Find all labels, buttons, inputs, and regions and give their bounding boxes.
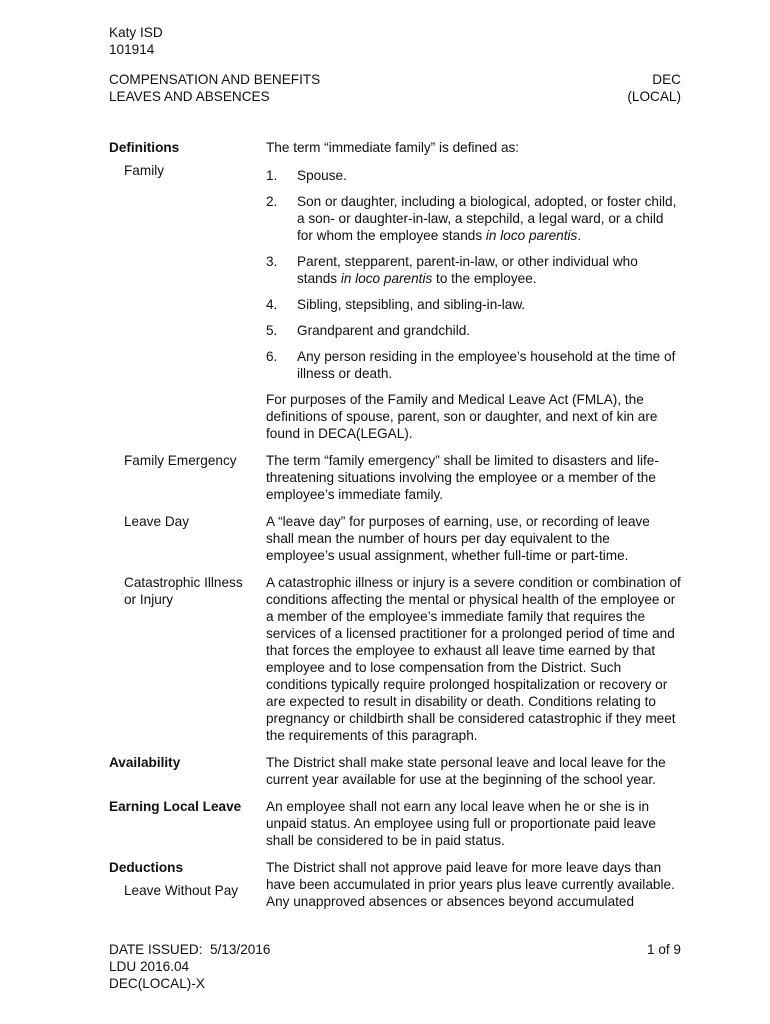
family-label: Family bbox=[124, 163, 165, 178]
list-item: 3. Parent, stepparent, parent-in-law, or other individual who stands in loco parentis to the employee. bbox=[266, 254, 638, 286]
policy-code-line1: DEC bbox=[652, 72, 681, 87]
availability-heading: Availability bbox=[109, 755, 181, 770]
section-definitions-family bbox=[109, 139, 681, 442]
catastrophic-text: A catastrophic illness or injury is a severe condition or combination of conditions affecting the mental or physical health of the employee or a member of the employee’s immediate family that requires the services of a licensed practitioner for a prolonged period of time and that forces the employee to exhaust all leave time earned by that employee and to lose compensation from the District. Such conditions typically require prolonged hospitalization or recovery or are expected to result in disability or death. Conditions relating to pregnancy or childbirth shall be considered catastrophic if they meet the requirements of this paragraph. bbox=[266, 575, 681, 743]
fmla-note: For purposes of the Family and Medical Leave Act (FMLA), the definitions of spouse, parent, son or daughter, and next of kin are found in DECA(LEGAL). bbox=[266, 392, 658, 441]
catastrophic-label-line2: or Injury bbox=[124, 592, 174, 607]
family-list bbox=[266, 167, 681, 382]
leave-day-label: Leave Day bbox=[124, 514, 189, 529]
org-code: 101914 bbox=[109, 42, 155, 57]
deductions-heading: Deductions bbox=[109, 860, 184, 875]
section-title-line1: COMPENSATION AND BENEFITS bbox=[109, 72, 321, 87]
date-issued: DATE ISSUED: 5/13/2016 bbox=[109, 942, 271, 957]
section-availability bbox=[109, 754, 681, 788]
catastrophic-label-line1: Catastrophic Illness bbox=[124, 575, 243, 590]
section-title-line2: LEAVES AND ABSENCES bbox=[109, 89, 270, 104]
org-name: Katy ISD bbox=[109, 25, 163, 40]
availability-text: The District shall make state personal leave and local leave for the current year available for use at the beginning of the school year. bbox=[266, 755, 666, 787]
footer-info bbox=[109, 941, 270, 992]
policy-code-line2: (LOCAL) bbox=[627, 89, 681, 104]
family-intro: The term “immediate family” is defined as: bbox=[266, 140, 520, 155]
section-leave-day bbox=[109, 513, 681, 564]
ldu-code: LDU 2016.04 bbox=[109, 959, 190, 974]
section-family-emergency bbox=[109, 452, 681, 503]
section-catastrophic-illness bbox=[109, 574, 681, 744]
leave-day-text: A “leave day” for purposes of earning, use, or recording of leave shall mean the number of hours per day equivalent to the employee’s usual assignment, whether full-time or part-time. bbox=[266, 514, 650, 563]
leave-without-pay-label: Leave Without Pay bbox=[124, 883, 239, 898]
section-earning-local-leave bbox=[109, 798, 681, 849]
policy-code bbox=[627, 71, 681, 105]
deductions-text: The District shall not approve paid leave for more leave days than have been accumulated in prior years plus leave currently available. Any unapproved absences or absences beyond accumulated bbox=[266, 860, 675, 909]
section-deductions bbox=[109, 859, 681, 910]
definitions-heading: Definitions bbox=[109, 140, 180, 155]
family-emergency-label: Family Emergency bbox=[124, 453, 237, 468]
org-block bbox=[109, 24, 163, 58]
list-item: 5. Grandparent and grandchild. bbox=[266, 323, 471, 338]
list-item: 4. Sibling, stepsibling, and sibling-in-law. bbox=[266, 297, 526, 312]
list-item: 6. Any person residing in the employee’s household at the time of illness or death. bbox=[266, 349, 676, 381]
family-emergency-text: The term “family emergency” shall be limited to disasters and life-threatening situations involving the employee or a member of the employee’s immediate family. bbox=[266, 453, 659, 502]
list-item: 1. Spouse. bbox=[266, 168, 347, 183]
policy-content bbox=[109, 139, 681, 910]
earning-local-leave-text: An employee shall not earn any local leave when he or she is in unpaid status. An employee using full or proportionate paid leave shall be considered to be in paid status. bbox=[266, 799, 656, 848]
doc-code: DEC(LOCAL)-X bbox=[109, 976, 205, 991]
page-number: 1 of 9 bbox=[646, 942, 681, 957]
list-item: 2. Son or daughter, including a biological, adopted, or foster child, a son- or daughter-in-law, a stepchild, a legal ward, or a child for whom the employee stands in loco parentis. bbox=[266, 194, 677, 243]
earning-local-leave-heading: Earning Local Leave bbox=[109, 799, 242, 814]
section-title bbox=[109, 71, 320, 105]
